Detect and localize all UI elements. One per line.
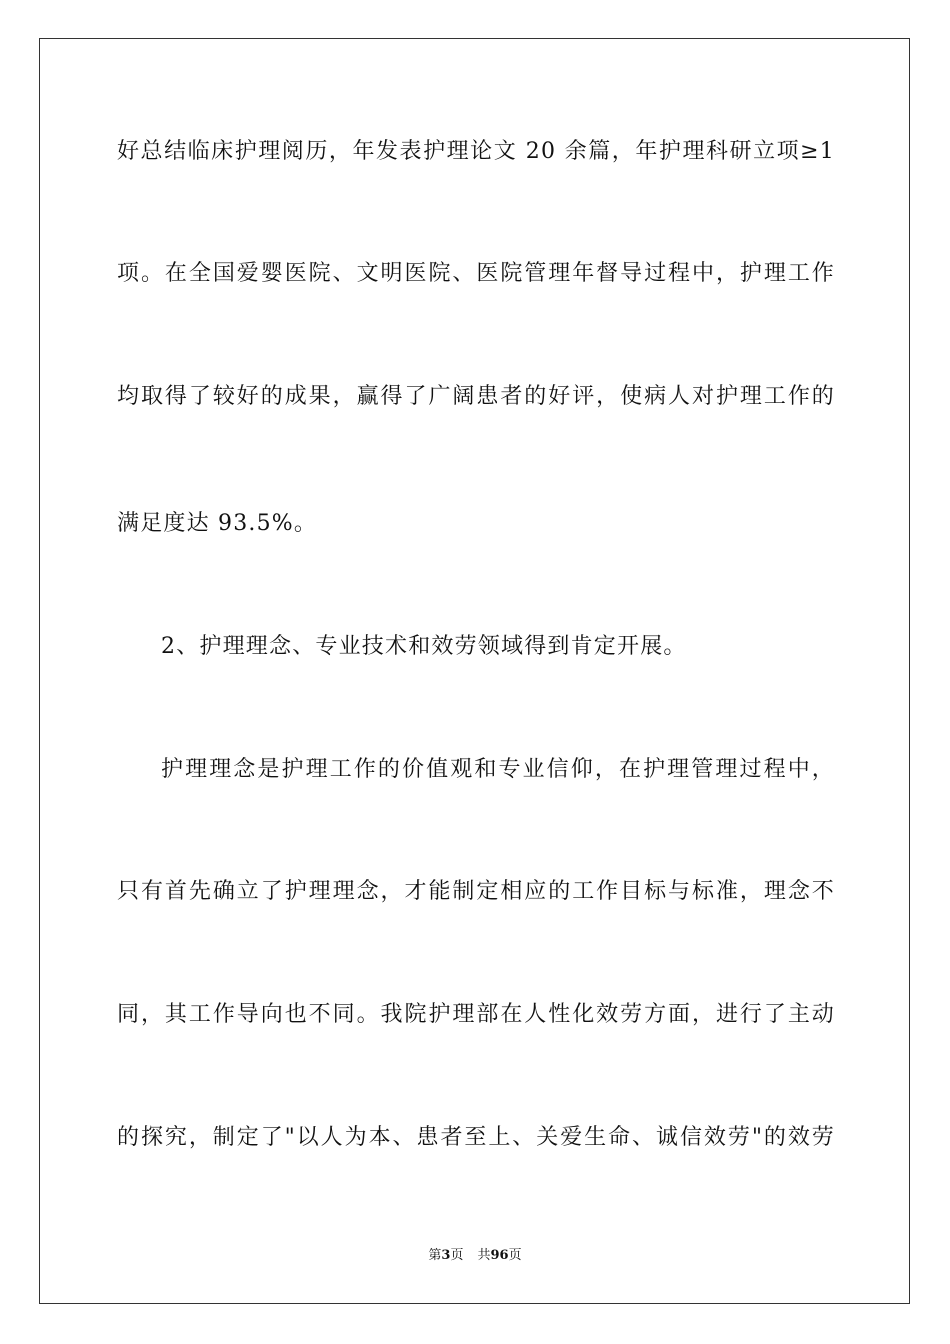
total-prefix: 共 (477, 1248, 491, 1263)
text-line-7: 只有首先确立了护理理念，才能制定相应的工作目标与标准，理念不 (117, 879, 835, 904)
text-line-9: 的探究，制定了"以人为本、患者至上、关爱生命、诚信效劳"的效劳 (117, 1125, 835, 1150)
text-line-4: 满足度达 93.5%。 (117, 511, 318, 536)
section-heading: 2、护理理念、专业技术和效劳领域得到肯定开展。 (161, 634, 687, 659)
text-line-1: 好总结临床护理阅历，年发表护理论文 20 余篇，年护理科研立项≥1 (117, 139, 835, 164)
page-border (39, 38, 910, 1304)
page-prefix: 第 (428, 1248, 442, 1263)
text-line-3: 均取得了较好的成果，赢得了广阔患者的好评，使病人对护理工作的 (117, 384, 835, 409)
page-footer (0, 1247, 950, 1265)
total-pages: 96 (490, 1248, 509, 1263)
page-suffix: 页 (450, 1248, 464, 1263)
text-line-8: 同，其工作导向也不同。我院护理部在人性化效劳方面，进行了主动 (117, 1002, 835, 1027)
text-line-6: 护理理念是护理工作的价值观和专业信仰，在护理管理过程中， (161, 757, 835, 782)
text-line-2: 项。在全国爱婴医院、文明医院、医院管理年督导过程中，护理工作 (117, 261, 835, 286)
page-number: 3 (441, 1248, 451, 1263)
total-suffix: 页 (508, 1248, 522, 1263)
